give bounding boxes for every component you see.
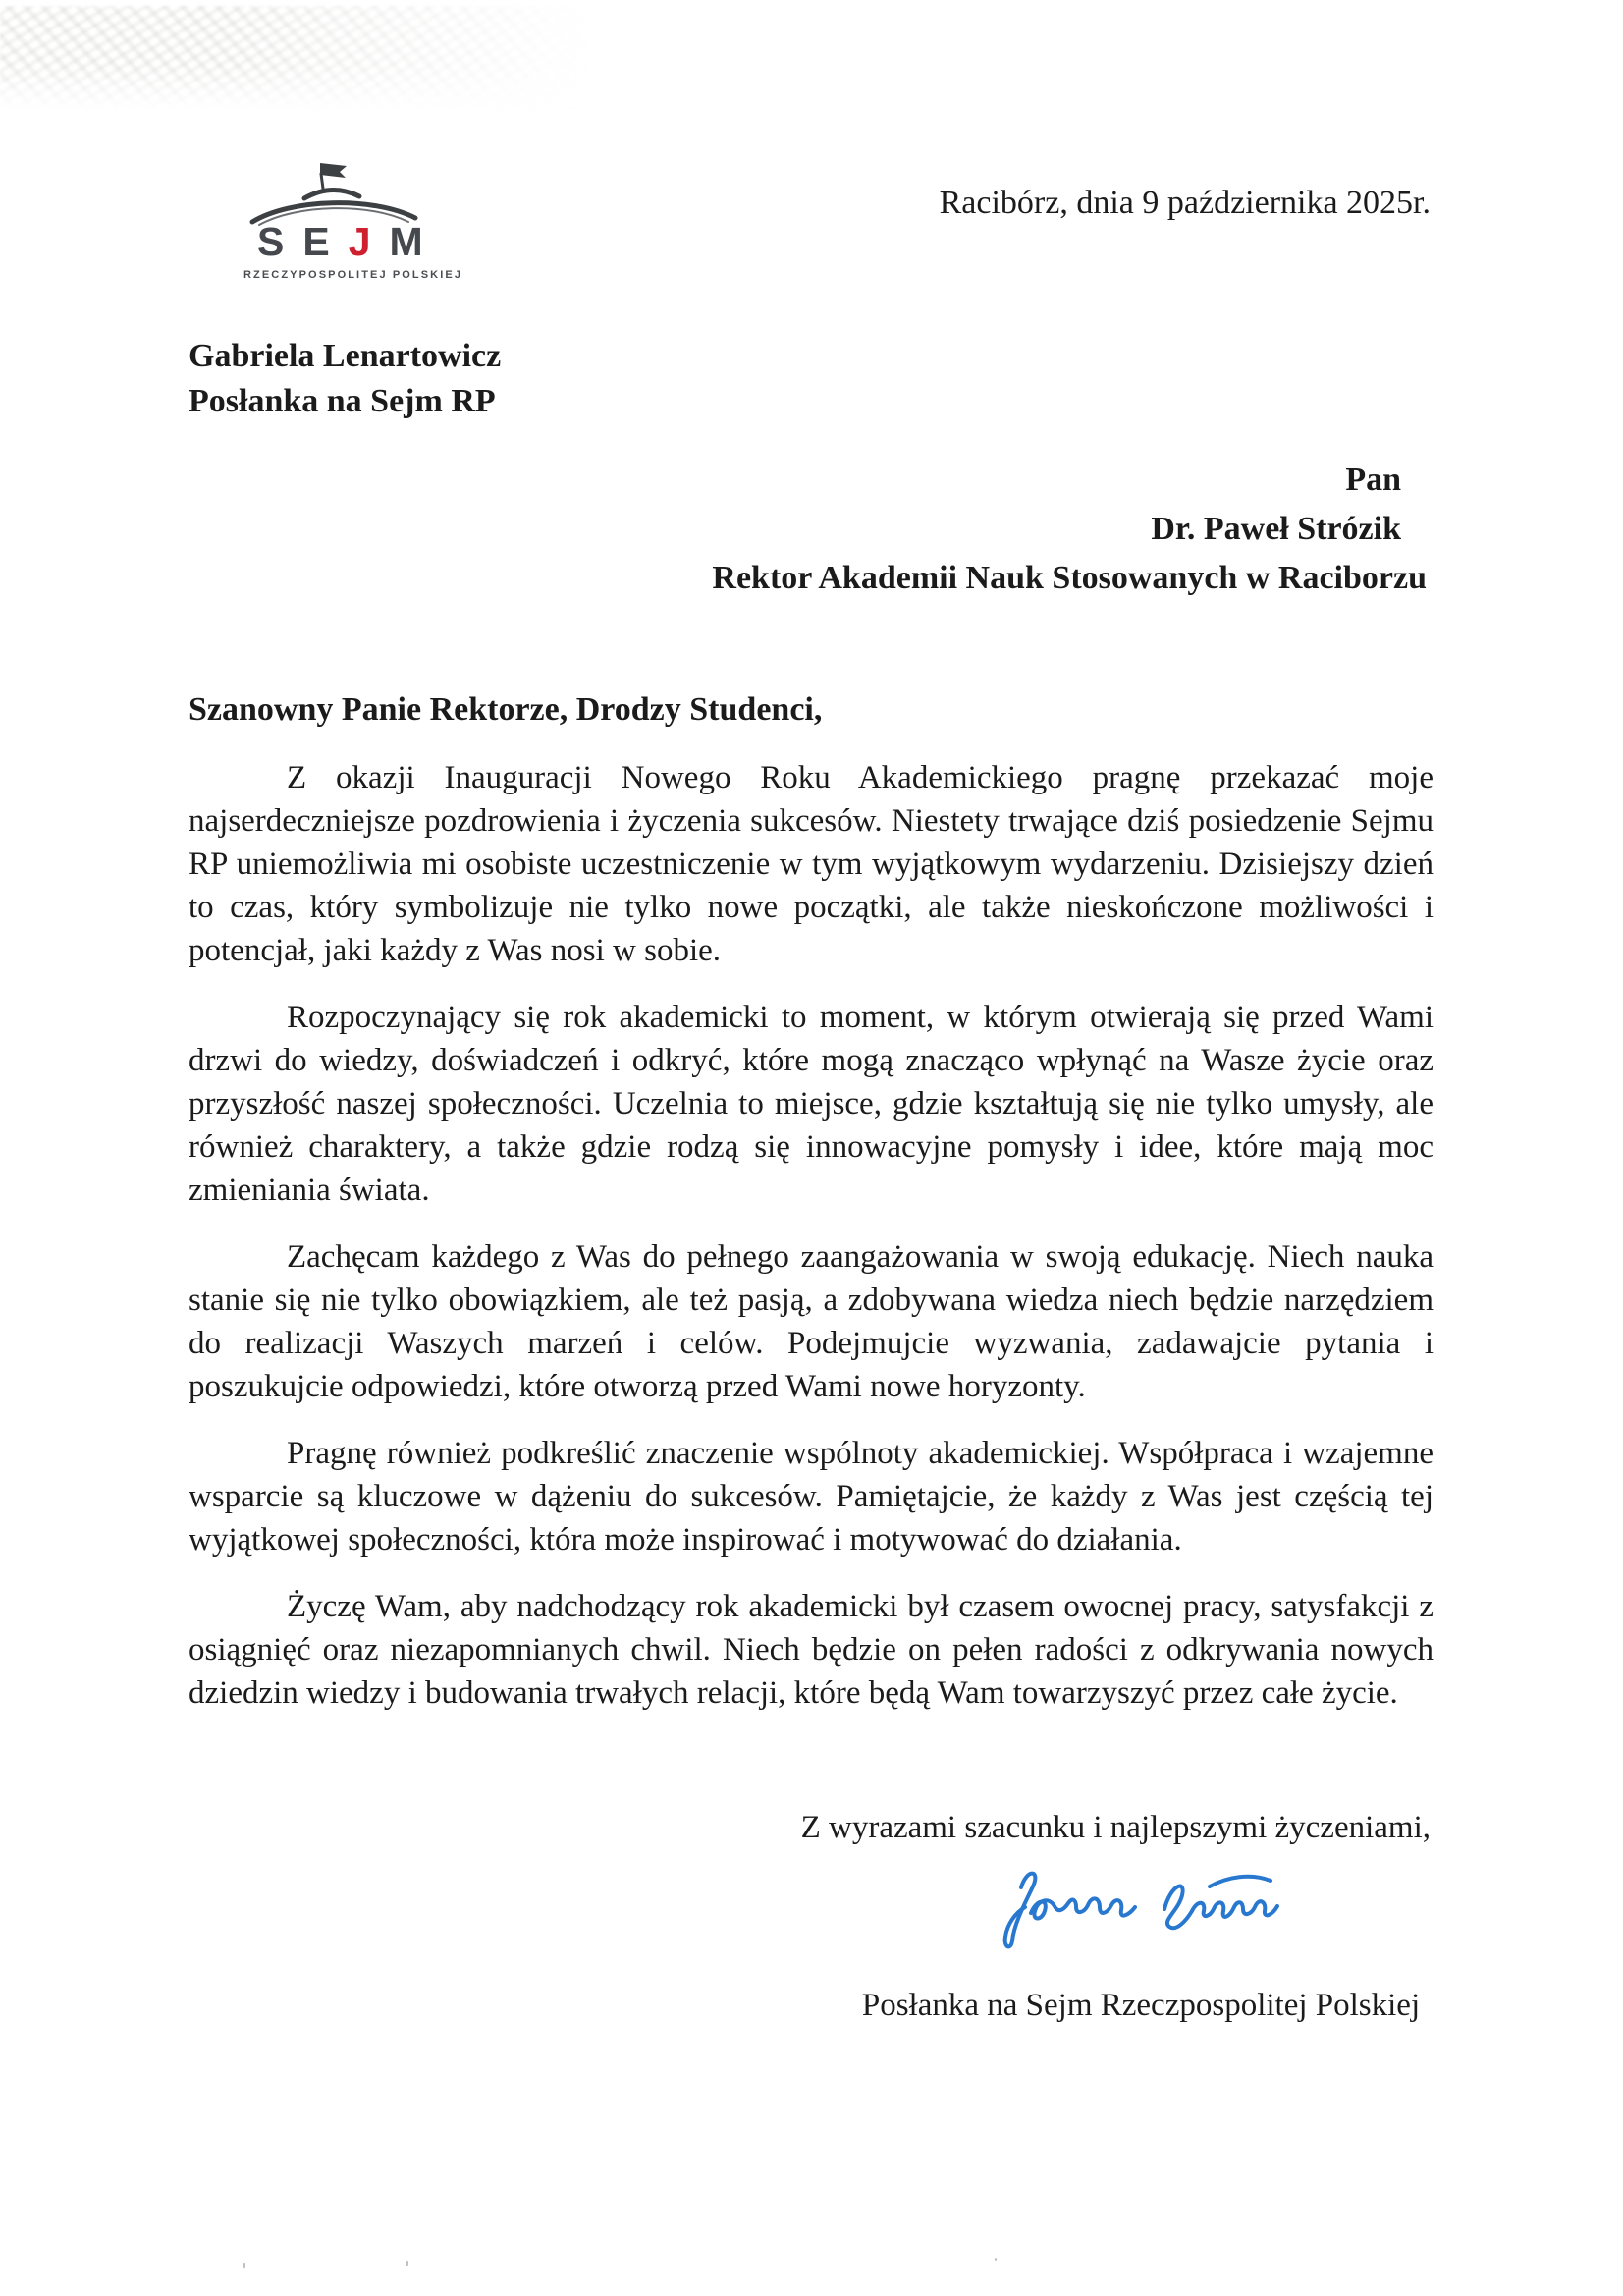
handwritten-signature — [978, 1854, 1292, 1956]
logo-letter-m: M — [389, 219, 442, 264]
body-paragraph-3: Zachęcam każdego z Was do pełnego zaangażowania w swoją edukację. Niech nauka stanie się nie tylko obowiązkiem, ale też pasją, a zdobywana wiedza niech będzie narzędziem do realizacji Waszych marzeń i celów. Podejmujcie wyzwania, zadawajcie pytania i poszukujcie odpowiedzi, które otworzą przed Wami nowe horyzonty. — [189, 1239, 1434, 1404]
scan-noise — [0, 6, 638, 114]
date-line: Racibórz, dnia 9 października 2025r. — [939, 185, 1431, 221]
logo-letter-j: J — [348, 219, 390, 264]
scan-speck — [995, 2258, 997, 2261]
scan-speck — [243, 2263, 245, 2268]
scan-speck — [406, 2261, 408, 2266]
recipient-name: Dr. Paweł Strózik — [1151, 511, 1401, 547]
logo-letters — [243, 219, 442, 264]
sender-block — [189, 334, 501, 424]
logo-letter-s: S — [257, 219, 303, 264]
sender-name: Gabriela Lenartowicz — [189, 338, 502, 374]
salutation-line: Szanowny Panie Rektorze, Drodzy Studenci, — [189, 691, 823, 728]
recipient-title: Rektor Akademii Nauk Stosowanych w Raciborzu — [712, 560, 1427, 596]
signatory-title: Posłanka na Sejm Rzeczpospolitej Polskiej — [861, 1988, 1421, 2023]
recipient-block — [712, 456, 1427, 603]
logo-subtext: RZECZYPOSPOLITEJ POLSKIEJ — [243, 269, 463, 281]
sender-title: Posłanka na Sejm RP — [189, 383, 496, 419]
body-paragraph-1: Z okazji Inauguracji Nowego Roku Akademickiego pragnę przekazać moje najserdeczniejsze pozdrowienia i życzenia sukcesów. Niestety trwające dziś posiedzenie Sejmu RP uniemożliwia mi osobiste uczestniczenie w tym wyjątkowym wydarzeniu. Dzisiejszy dzień to czas, który symbolizuje nie tylko nowe początki, ale także nieskończone możliwości i potencjał, jaki każdy z Was nosi w sobie. — [189, 760, 1434, 968]
logo-letter-e: E — [302, 219, 349, 264]
recipient-salutation: Pan — [1345, 462, 1401, 498]
closing-line: Z wyrazami szacunku i najlepszymi życzeniami, — [800, 1810, 1431, 1845]
body-paragraph-4: Pragnę również podkreślić znaczenie wspólnoty akademickiej. Współpraca i wzajemne wsparcie są kluczowe w dążeniu do sukcesów. Pamiętajcie, że każdy z Was jest częścią tej wyjątkowej społeczności, która może inspirować i motywować do działania. — [189, 1436, 1434, 1558]
body-paragraph-5: Życzę Wam, aby nadchodzący rok akademicki był czasem owocnej pracy, satysfakcji z osiągnięć oraz niezapomnianych chwil. Niech będzie on pełen radości z odkrywania nowych dziedzin wiedzy i budowania trwałych relacji, które będą Wam towarzyszyć przez całe życie. — [189, 1589, 1434, 1711]
sejm-logo — [243, 159, 463, 281]
letter-body — [189, 756, 1434, 1738]
body-paragraph-2: Rozpoczynający się rok akademicki to moment, w którym otwierają się przed Wami drzwi do wiedzy, doświadczeń i odkryć, które mogą znacząco wpłynąć na Wasze życie oraz przyszłość naszej społeczności. Uczelnia to miejsce, gdzie kształtują się nie tylko umysły, ale również charaktery, a także gdzie rodzą się innowacyjne pomysły i idee, które mają moc zmieniania świata. — [189, 1000, 1434, 1208]
